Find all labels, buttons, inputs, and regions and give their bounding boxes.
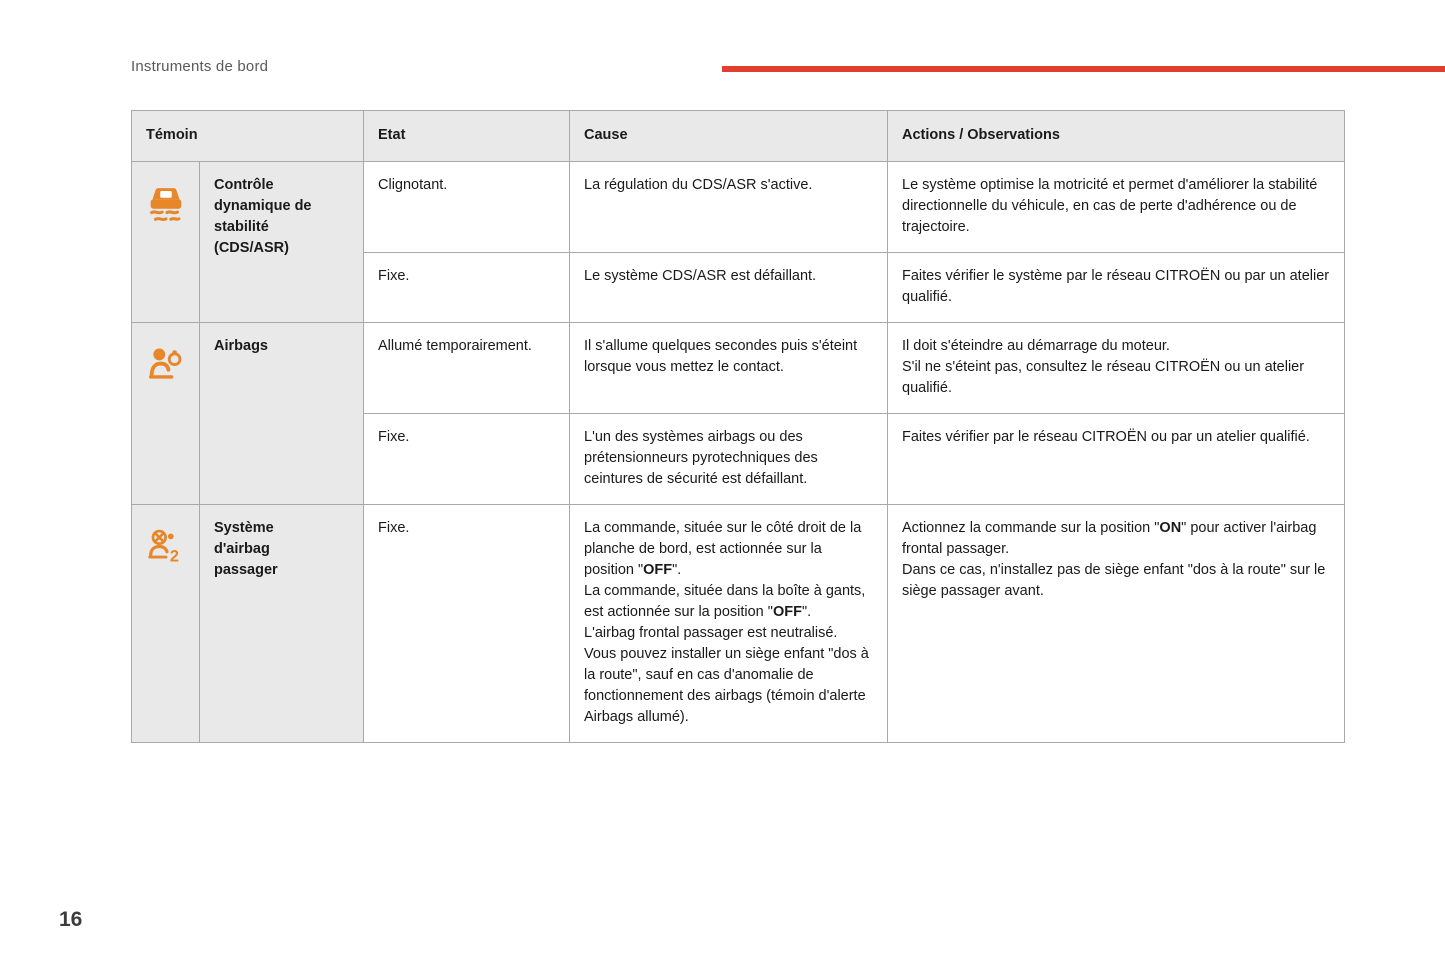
column-header-actions: Actions / Observations (888, 111, 1345, 162)
action-line: Il doit s'éteindre au démarrage du moteur. (902, 338, 1170, 355)
table-row (132, 505, 1345, 743)
cause-cell: La régulation du CDS/ASR s'active. (570, 162, 888, 253)
warning-lamps-table (131, 110, 1345, 743)
stability-control-icon (132, 162, 200, 323)
tell-tale-name-line: d'airbag (214, 541, 270, 558)
tell-tale-name-line: stabilité (214, 219, 269, 236)
tell-tale-name-line: Contrôle (214, 177, 274, 194)
airbag-icon (132, 323, 200, 505)
column-header-temoin: Témoin (132, 111, 364, 162)
page-header (0, 48, 1445, 90)
action-cell: Actionnez la commande sur la position "ON" pour activer l'airbag frontal passager. Dans ce cas, n'installez pas de siège enfant "dos à la route" sur le siège passager avant. (888, 505, 1345, 743)
tell-tale-name (200, 505, 364, 743)
cause-cell: Il s'allume quelques secondes puis s'éteint lorsque vous mettez le contact. (570, 323, 888, 414)
tell-tale-name-line: dynamique de (214, 198, 312, 215)
table-header-row (132, 111, 1345, 162)
cause-cell: Le système CDS/ASR est défaillant. (570, 253, 888, 323)
tell-tale-name (200, 162, 364, 323)
tell-tale-name-line: Airbags (214, 338, 268, 355)
etat-cell: Clignotant. (364, 162, 570, 253)
tell-tale-name (200, 323, 364, 505)
tell-tale-name-line: Système (214, 520, 274, 537)
tell-tale-name-line: (CDS/ASR) (214, 240, 289, 257)
page-title: Instruments de bord (131, 58, 269, 75)
passenger-airbag-off-icon (132, 505, 200, 743)
page-number: 16 (59, 908, 83, 931)
column-header-etat: Etat (364, 111, 570, 162)
action-cell: Le système optimise la motricité et permet d'améliorer la stabilité directionnelle du véhicule, en cas de perte d'adhérence ou de trajectoire. (888, 162, 1345, 253)
cause-cell: La commande, située sur le côté droit de la planche de bord, est actionnée sur la position "OFF". La commande, située dans la boîte à gants, est actionnée sur la position "OFF". L'airbag frontal passager est neutralisé. Vous pouvez installer un siège enfant "dos à la route", sauf en cas d'anomalie de fonctionnement des airbags (témoin d'alerte Airbags allumé). (570, 505, 888, 743)
header-accent-rule (722, 66, 1445, 72)
etat-cell: Allumé temporairement. (364, 323, 570, 414)
column-header-cause: Cause (570, 111, 888, 162)
svg-text:2: 2 (169, 547, 179, 566)
etat-cell: Fixe. (364, 505, 570, 743)
action-cell: Faites vérifier le système par le réseau CITROËN ou par un atelier qualifié. (888, 253, 1345, 323)
etat-cell: Fixe. (364, 414, 570, 505)
action-cell: Faites vérifier par le réseau CITROËN ou par un atelier qualifié. (888, 414, 1345, 505)
cause-cell: L'un des systèmes airbags ou des prétensionneurs pyrotechniques des ceintures de sécurité est défaillant. (570, 414, 888, 505)
etat-cell: Fixe. (364, 253, 570, 323)
action-cell (888, 323, 1345, 414)
tell-tale-name-line: passager (214, 562, 278, 579)
table-row (132, 162, 1345, 253)
table-row (132, 323, 1345, 414)
action-line: S'il ne s'éteint pas, consultez le réseau CITROËN ou un atelier qualifié. (902, 359, 1305, 397)
